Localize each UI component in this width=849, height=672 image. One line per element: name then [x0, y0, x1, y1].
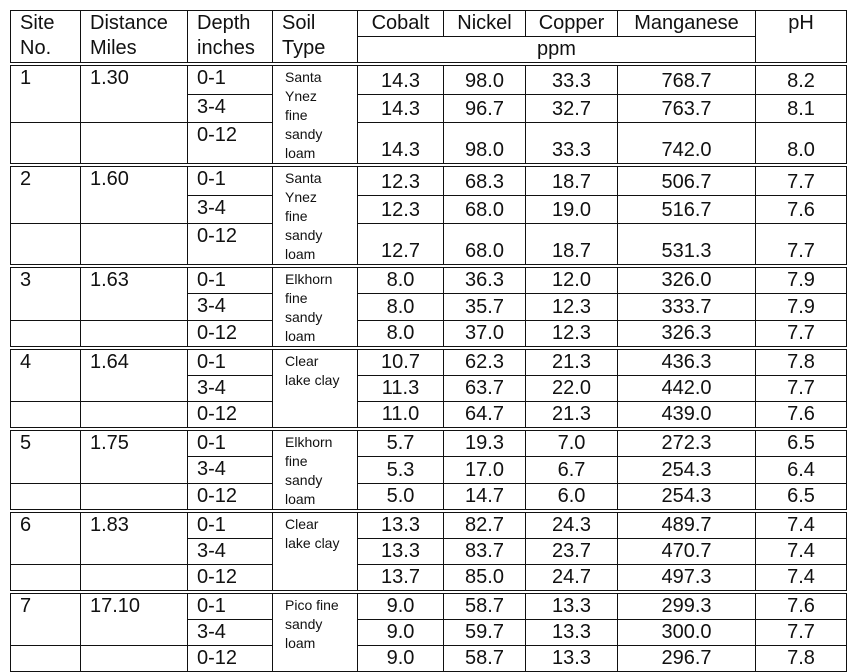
site-number-cell — [11, 122, 81, 165]
distance-cell: 1.30 — [81, 64, 188, 94]
depth-cell: 0-1 — [188, 165, 273, 195]
site-number-cell: 7 — [11, 592, 81, 620]
manganese-cell: 439.0 — [618, 402, 756, 430]
distance-cell: 1.75 — [81, 429, 188, 457]
soil-type-text: fine — [285, 453, 308, 469]
ph-cell: 7.7 — [756, 165, 847, 195]
cobalt-cell: 8.0 — [358, 320, 444, 348]
distance-cell: 1.83 — [81, 511, 188, 539]
nickel-cell: 98.0 — [444, 122, 526, 165]
depth-cell: 3-4 — [188, 195, 273, 223]
cobalt-cell: 13.7 — [358, 565, 444, 593]
table-row — [11, 122, 847, 165]
distance-cell — [81, 223, 188, 266]
cobalt-cell: 14.3 — [358, 64, 444, 94]
depth-cell: 0-1 — [188, 592, 273, 620]
site-number-cell — [11, 402, 81, 430]
distance-cell — [81, 294, 188, 320]
table-row — [11, 320, 847, 348]
table-row — [11, 94, 847, 122]
soil-type-text: lake clay — [285, 535, 340, 551]
soil-type-text: Clear — [285, 353, 319, 369]
nickel-cell: 37.0 — [444, 320, 526, 348]
cobalt-cell: 11.0 — [358, 402, 444, 430]
distance-cell — [81, 402, 188, 430]
site-number-cell — [11, 320, 81, 348]
ph-cell: 7.8 — [756, 348, 847, 376]
manganese-cell: 254.3 — [618, 457, 756, 483]
manganese-cell: 254.3 — [618, 483, 756, 511]
cobalt-cell: 5.0 — [358, 483, 444, 511]
depth-cell: 0-12 — [188, 223, 273, 266]
depth-cell: 3-4 — [188, 94, 273, 122]
nickel-cell: 64.7 — [444, 402, 526, 430]
soil-type-cell — [273, 64, 358, 165]
distance-cell — [81, 483, 188, 511]
copper-cell: 12.0 — [526, 266, 618, 294]
distance-cell — [81, 195, 188, 223]
table-row — [11, 64, 847, 94]
cobalt-cell: 5.3 — [358, 457, 444, 483]
nickel-cell: 63.7 — [444, 376, 526, 402]
table-row — [11, 348, 847, 376]
nickel-cell: 19.3 — [444, 429, 526, 457]
table-row — [11, 539, 847, 565]
nickel-cell: 35.7 — [444, 294, 526, 320]
table-row — [11, 195, 847, 223]
depth-cell: 0-1 — [188, 348, 273, 376]
soil-type-text: Santa — [285, 170, 322, 186]
distance-cell — [81, 122, 188, 165]
cobalt-cell: 14.3 — [358, 94, 444, 122]
site-number-cell — [11, 646, 81, 672]
depth-cell: 0-1 — [188, 266, 273, 294]
cobalt-cell: 9.0 — [358, 592, 444, 620]
site-number-cell — [11, 195, 81, 223]
nickel-cell: 58.7 — [444, 646, 526, 672]
ph-cell: 7.8 — [756, 646, 847, 672]
ph-cell: 7.7 — [756, 223, 847, 266]
depth-cell: 0-12 — [188, 122, 273, 165]
ph-cell: 7.6 — [756, 402, 847, 430]
table-row — [11, 646, 847, 672]
ph-cell: 7.6 — [756, 592, 847, 620]
soil-type-text: Elkhorn — [285, 434, 333, 450]
header-ph: pH — [756, 11, 847, 65]
depth-cell: 3-4 — [188, 457, 273, 483]
copper-cell: 24.3 — [526, 511, 618, 539]
nickel-cell: 62.3 — [444, 348, 526, 376]
soil-type-text: loam — [285, 328, 316, 344]
distance-cell — [81, 565, 188, 593]
manganese-cell: 299.3 — [618, 592, 756, 620]
nickel-cell: 17.0 — [444, 457, 526, 483]
header-distance: Distance Miles — [81, 11, 188, 65]
manganese-cell: 506.7 — [618, 165, 756, 195]
site-number-cell — [11, 376, 81, 402]
copper-cell: 18.7 — [526, 165, 618, 195]
copper-cell: 13.3 — [526, 592, 618, 620]
copper-cell: 6.7 — [526, 457, 618, 483]
nickel-cell: 59.7 — [444, 620, 526, 646]
header-units-ppm: ppm — [358, 37, 756, 65]
ph-cell: 7.4 — [756, 565, 847, 593]
depth-cell: 0-12 — [188, 646, 273, 672]
table-row — [11, 511, 847, 539]
soil-type-text: loam — [285, 246, 316, 262]
site-number-cell: 4 — [11, 348, 81, 376]
copper-cell: 23.7 — [526, 539, 618, 565]
depth-cell: 0-1 — [188, 64, 273, 94]
nickel-cell: 83.7 — [444, 539, 526, 565]
ph-cell: 8.1 — [756, 94, 847, 122]
cobalt-cell: 11.3 — [358, 376, 444, 402]
cobalt-cell: 8.0 — [358, 266, 444, 294]
table-row — [11, 376, 847, 402]
nickel-cell: 82.7 — [444, 511, 526, 539]
nickel-cell: 58.7 — [444, 592, 526, 620]
depth-cell: 0-1 — [188, 511, 273, 539]
soil-type-text: Clear — [285, 516, 319, 532]
cobalt-cell: 12.3 — [358, 165, 444, 195]
table-row — [11, 223, 847, 266]
cobalt-cell: 9.0 — [358, 646, 444, 672]
distance-cell — [81, 457, 188, 483]
manganese-cell: 768.7 — [618, 64, 756, 94]
cobalt-cell: 9.0 — [358, 620, 444, 646]
copper-cell: 13.3 — [526, 620, 618, 646]
soil-type-cell — [273, 429, 358, 511]
distance-cell — [81, 376, 188, 402]
copper-cell: 32.7 — [526, 94, 618, 122]
site-number-cell — [11, 539, 81, 565]
distance-cell — [81, 320, 188, 348]
cobalt-cell: 5.7 — [358, 429, 444, 457]
soil-type-text: sandy — [285, 616, 323, 632]
header-soil-type: Soil Type — [273, 11, 358, 65]
depth-cell: 0-12 — [188, 320, 273, 348]
distance-cell: 17.10 — [81, 592, 188, 620]
copper-cell: 33.3 — [526, 64, 618, 94]
depth-cell: 3-4 — [188, 620, 273, 646]
distance-cell: 1.63 — [81, 266, 188, 294]
site-number-cell: 1 — [11, 64, 81, 94]
site-number-cell: 6 — [11, 511, 81, 539]
nickel-cell: 68.0 — [444, 223, 526, 266]
cobalt-cell: 14.3 — [358, 122, 444, 165]
soil-type-text: sandy — [285, 227, 323, 243]
cobalt-cell: 12.7 — [358, 223, 444, 266]
ph-cell: 8.2 — [756, 64, 847, 94]
soil-type-cell — [273, 165, 358, 266]
soil-type-text: fine — [285, 290, 308, 306]
nickel-cell: 14.7 — [444, 483, 526, 511]
header-depth: Depth inches — [188, 11, 273, 65]
site-number-cell — [11, 565, 81, 593]
header-copper: Copper — [526, 11, 618, 37]
site-number-cell — [11, 457, 81, 483]
soil-type-text: Pico fine — [285, 597, 339, 613]
soil-type-text: loam — [285, 145, 316, 161]
manganese-cell: 272.3 — [618, 429, 756, 457]
soil-type-cell — [273, 348, 358, 429]
soil-type-text: Santa — [285, 69, 322, 85]
nickel-cell: 98.0 — [444, 64, 526, 94]
manganese-cell: 763.7 — [618, 94, 756, 122]
depth-cell: 3-4 — [188, 376, 273, 402]
nickel-cell: 68.3 — [444, 165, 526, 195]
manganese-cell: 436.3 — [618, 348, 756, 376]
nickel-cell: 96.7 — [444, 94, 526, 122]
copper-cell: 24.7 — [526, 565, 618, 593]
soil-type-text: loam — [285, 491, 316, 507]
ph-cell: 7.9 — [756, 266, 847, 294]
soil-metals-table-container — [10, 10, 846, 672]
soil-type-cell — [273, 266, 358, 348]
site-number-cell — [11, 94, 81, 122]
table-body — [11, 64, 847, 672]
ph-cell: 7.4 — [756, 511, 847, 539]
soil-type-text: sandy — [285, 126, 323, 142]
table-row — [11, 429, 847, 457]
copper-cell: 6.0 — [526, 483, 618, 511]
manganese-cell: 300.0 — [618, 620, 756, 646]
manganese-cell: 531.3 — [618, 223, 756, 266]
nickel-cell: 85.0 — [444, 565, 526, 593]
distance-cell — [81, 620, 188, 646]
copper-cell: 22.0 — [526, 376, 618, 402]
table-row — [11, 266, 847, 294]
site-number-cell: 3 — [11, 266, 81, 294]
manganese-cell: 497.3 — [618, 565, 756, 593]
site-number-cell: 2 — [11, 165, 81, 195]
table-row — [11, 592, 847, 620]
header-site-no: Site No. — [11, 11, 81, 65]
ph-cell: 8.0 — [756, 122, 847, 165]
cobalt-cell: 13.3 — [358, 539, 444, 565]
cobalt-cell: 10.7 — [358, 348, 444, 376]
soil-type-text: loam — [285, 635, 316, 651]
manganese-cell: 326.3 — [618, 320, 756, 348]
ph-cell: 7.7 — [756, 376, 847, 402]
ph-cell: 7.4 — [756, 539, 847, 565]
table-row — [11, 165, 847, 195]
cobalt-cell: 13.3 — [358, 511, 444, 539]
site-number-cell — [11, 483, 81, 511]
copper-cell: 12.3 — [526, 320, 618, 348]
depth-cell: 3-4 — [188, 294, 273, 320]
table-row — [11, 457, 847, 483]
distance-cell: 1.64 — [81, 348, 188, 376]
soil-type-text: Ynez — [285, 88, 317, 104]
header-manganese: Manganese — [618, 11, 756, 37]
ph-cell: 6.5 — [756, 483, 847, 511]
table-row — [11, 294, 847, 320]
distance-cell — [81, 539, 188, 565]
copper-cell: 21.3 — [526, 402, 618, 430]
distance-cell — [81, 646, 188, 672]
table-row — [11, 565, 847, 593]
ph-cell: 6.4 — [756, 457, 847, 483]
manganese-cell: 333.7 — [618, 294, 756, 320]
header-nickel: Nickel — [444, 11, 526, 37]
soil-type-cell — [273, 511, 358, 592]
nickel-cell: 68.0 — [444, 195, 526, 223]
header-cobalt: Cobalt — [358, 11, 444, 37]
soil-type-text: Ynez — [285, 189, 317, 205]
ph-cell: 6.5 — [756, 429, 847, 457]
ph-cell: 7.7 — [756, 620, 847, 646]
nickel-cell: 36.3 — [444, 266, 526, 294]
depth-cell: 0-12 — [188, 565, 273, 593]
distance-cell — [81, 94, 188, 122]
table-row — [11, 620, 847, 646]
soil-type-text: Elkhorn — [285, 271, 333, 287]
header-row-1 — [11, 11, 847, 37]
cobalt-cell: 12.3 — [358, 195, 444, 223]
copper-cell: 21.3 — [526, 348, 618, 376]
manganese-cell: 489.7 — [618, 511, 756, 539]
table-row — [11, 483, 847, 511]
manganese-cell: 742.0 — [618, 122, 756, 165]
soil-type-text: fine — [285, 107, 308, 123]
depth-cell: 0-1 — [188, 429, 273, 457]
manganese-cell: 326.0 — [618, 266, 756, 294]
soil-type-text: sandy — [285, 309, 323, 325]
soil-type-text: sandy — [285, 472, 323, 488]
soil-type-text: fine — [285, 208, 308, 224]
manganese-cell: 442.0 — [618, 376, 756, 402]
table-row — [11, 402, 847, 430]
soil-type-text: lake clay — [285, 372, 340, 388]
manganese-cell: 470.7 — [618, 539, 756, 565]
site-number-cell — [11, 223, 81, 266]
ph-cell: 7.9 — [756, 294, 847, 320]
copper-cell: 12.3 — [526, 294, 618, 320]
ph-cell: 7.7 — [756, 320, 847, 348]
manganese-cell: 296.7 — [618, 646, 756, 672]
site-number-cell — [11, 620, 81, 646]
copper-cell: 33.3 — [526, 122, 618, 165]
copper-cell: 18.7 — [526, 223, 618, 266]
cobalt-cell: 8.0 — [358, 294, 444, 320]
soil-metals-table — [10, 10, 847, 672]
copper-cell: 7.0 — [526, 429, 618, 457]
ph-cell: 7.6 — [756, 195, 847, 223]
depth-cell: 3-4 — [188, 539, 273, 565]
site-number-cell: 5 — [11, 429, 81, 457]
depth-cell: 0-12 — [188, 483, 273, 511]
depth-cell: 0-12 — [188, 402, 273, 430]
distance-cell: 1.60 — [81, 165, 188, 195]
site-number-cell — [11, 294, 81, 320]
copper-cell: 13.3 — [526, 646, 618, 672]
soil-type-cell — [273, 592, 358, 672]
copper-cell: 19.0 — [526, 195, 618, 223]
manganese-cell: 516.7 — [618, 195, 756, 223]
